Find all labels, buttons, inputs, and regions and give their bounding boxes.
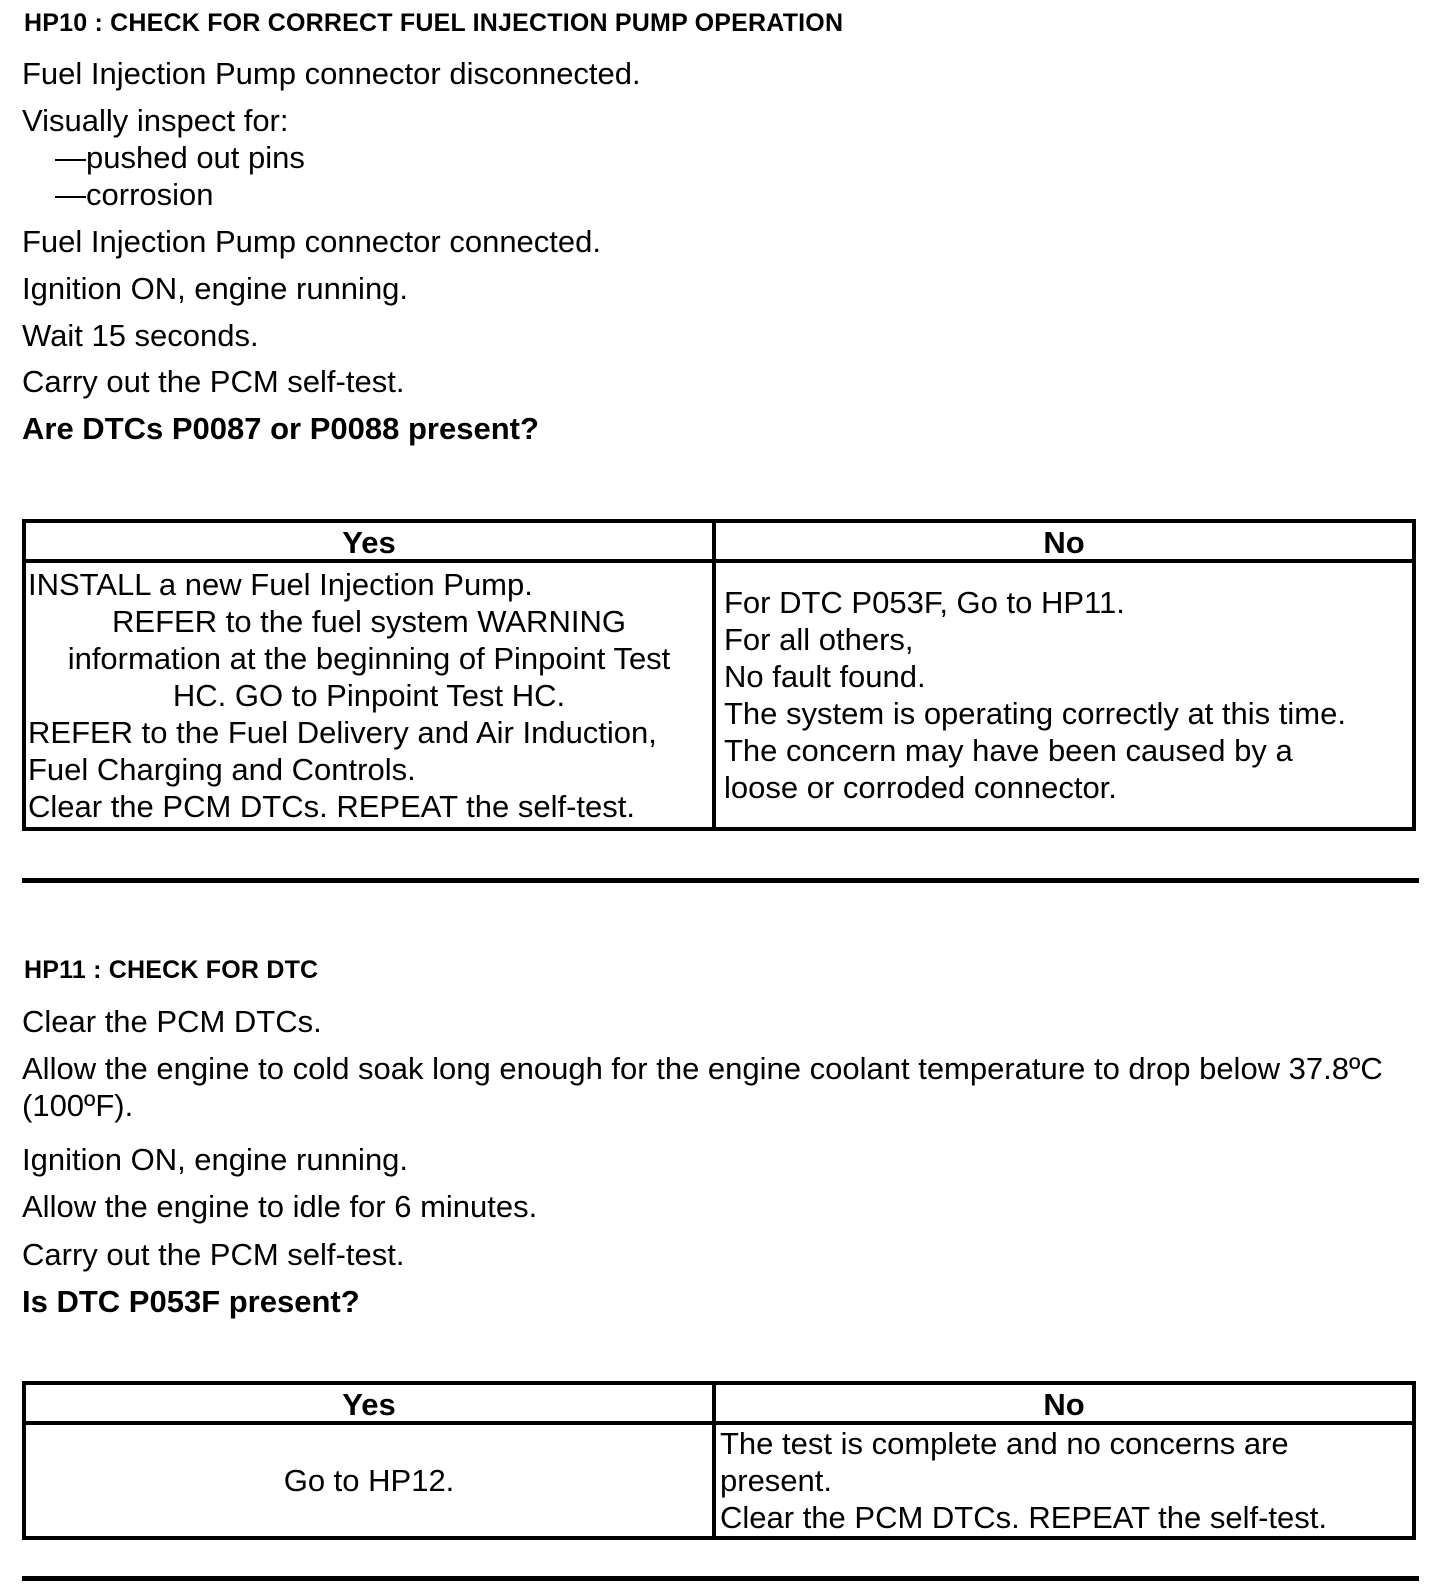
hp10-yes-header: Yes (24, 521, 714, 561)
hp10-no-line-1: For DTC P053F, Go to HP11. (724, 585, 1125, 620)
hp10-yes-line-6: Fuel Charging and Controls. (28, 751, 416, 787)
hp10-yes-line-1: INSTALL a new Fuel Injection Pump. (28, 566, 533, 602)
hp11-step-2: Allow the engine to cold soak long enough for the engine coolant temperature to drop below 37.8ºC (100ºF). (22, 1051, 1383, 1123)
hp11-no-header: No (714, 1383, 1414, 1423)
hp10-no-line-2: For all others, (724, 622, 914, 657)
hp11-question: Is DTC P053F present? (22, 1284, 360, 1319)
hp11-yes-line-1: Go to HP12. (283, 1463, 455, 1498)
hp11-no-cell (714, 1423, 1414, 1538)
hp11-step-5: Carry out the PCM self-test. (22, 1237, 405, 1272)
hp10-step-1: Fuel Injection Pump connector disconnected. (22, 56, 641, 91)
hp11-no-line-1: The test is complete and no concerns are (720, 1426, 1289, 1461)
hp11-result-table (22, 1381, 1416, 1540)
hp11-step-3: Ignition ON, engine running. (22, 1142, 409, 1177)
hp10-no-line-5: The concern may have been caused by a (724, 733, 1293, 768)
hp11-step-4: Allow the engine to idle for 6 minutes. (22, 1189, 538, 1224)
hp10-step-4: Ignition ON, engine running. (22, 271, 409, 306)
hp10-no-header: No (714, 521, 1414, 561)
hp10-yes-line-2: REFER to the fuel system WARNING (112, 603, 626, 639)
hp10-no-cell (714, 561, 1414, 829)
hp10-bullet-2: —corrosion (55, 177, 214, 212)
hp10-question: Are DTCs P0087 or P0088 present? (22, 411, 539, 446)
hp11-yes-cell (24, 1423, 714, 1538)
hp10-result-table (22, 519, 1416, 831)
hp10-yes-line-7: Clear the PCM DTCs. REPEAT the self-test. (28, 788, 635, 824)
hp10-no-line-4: The system is operating correctly at this time. (724, 696, 1346, 731)
hp10-step-5: Wait 15 seconds. (22, 318, 259, 353)
hp10-step-3: Fuel Injection Pump connector connected. (22, 224, 602, 259)
hp10-yes-line-5: REFER to the Fuel Delivery and Air Induction, (28, 714, 657, 750)
hp11-no-line-3: Clear the PCM DTCs. REPEAT the self-test. (720, 1500, 1327, 1535)
hp10-yes-line-4: HC. GO to Pinpoint Test HC. (172, 677, 566, 713)
hp11-yes-header: Yes (24, 1383, 714, 1423)
hp10-yes-line-3: information at the beginning of Pinpoint Test (67, 640, 671, 676)
section-divider-2 (22, 1576, 1419, 1581)
hp10-bullet-1: —pushed out pins (55, 140, 305, 175)
hp10-title: HP10 : CHECK FOR CORRECT FUEL INJECTION PUMP OPERATION (24, 9, 844, 37)
hp10-step-2: Visually inspect for: (22, 103, 289, 138)
hp11-no-line-2: present. (720, 1463, 833, 1498)
section-divider-1 (22, 878, 1419, 883)
hp10-no-line-6: loose or corroded connector. (724, 770, 1117, 805)
hp10-yes-cell (24, 561, 714, 829)
hp10-step-6: Carry out the PCM self-test. (22, 364, 405, 399)
hp11-title: HP11 : CHECK FOR DTC (24, 956, 319, 984)
hp10-no-line-3: No fault found. (724, 659, 926, 694)
hp11-step-1: Clear the PCM DTCs. (22, 1004, 322, 1039)
